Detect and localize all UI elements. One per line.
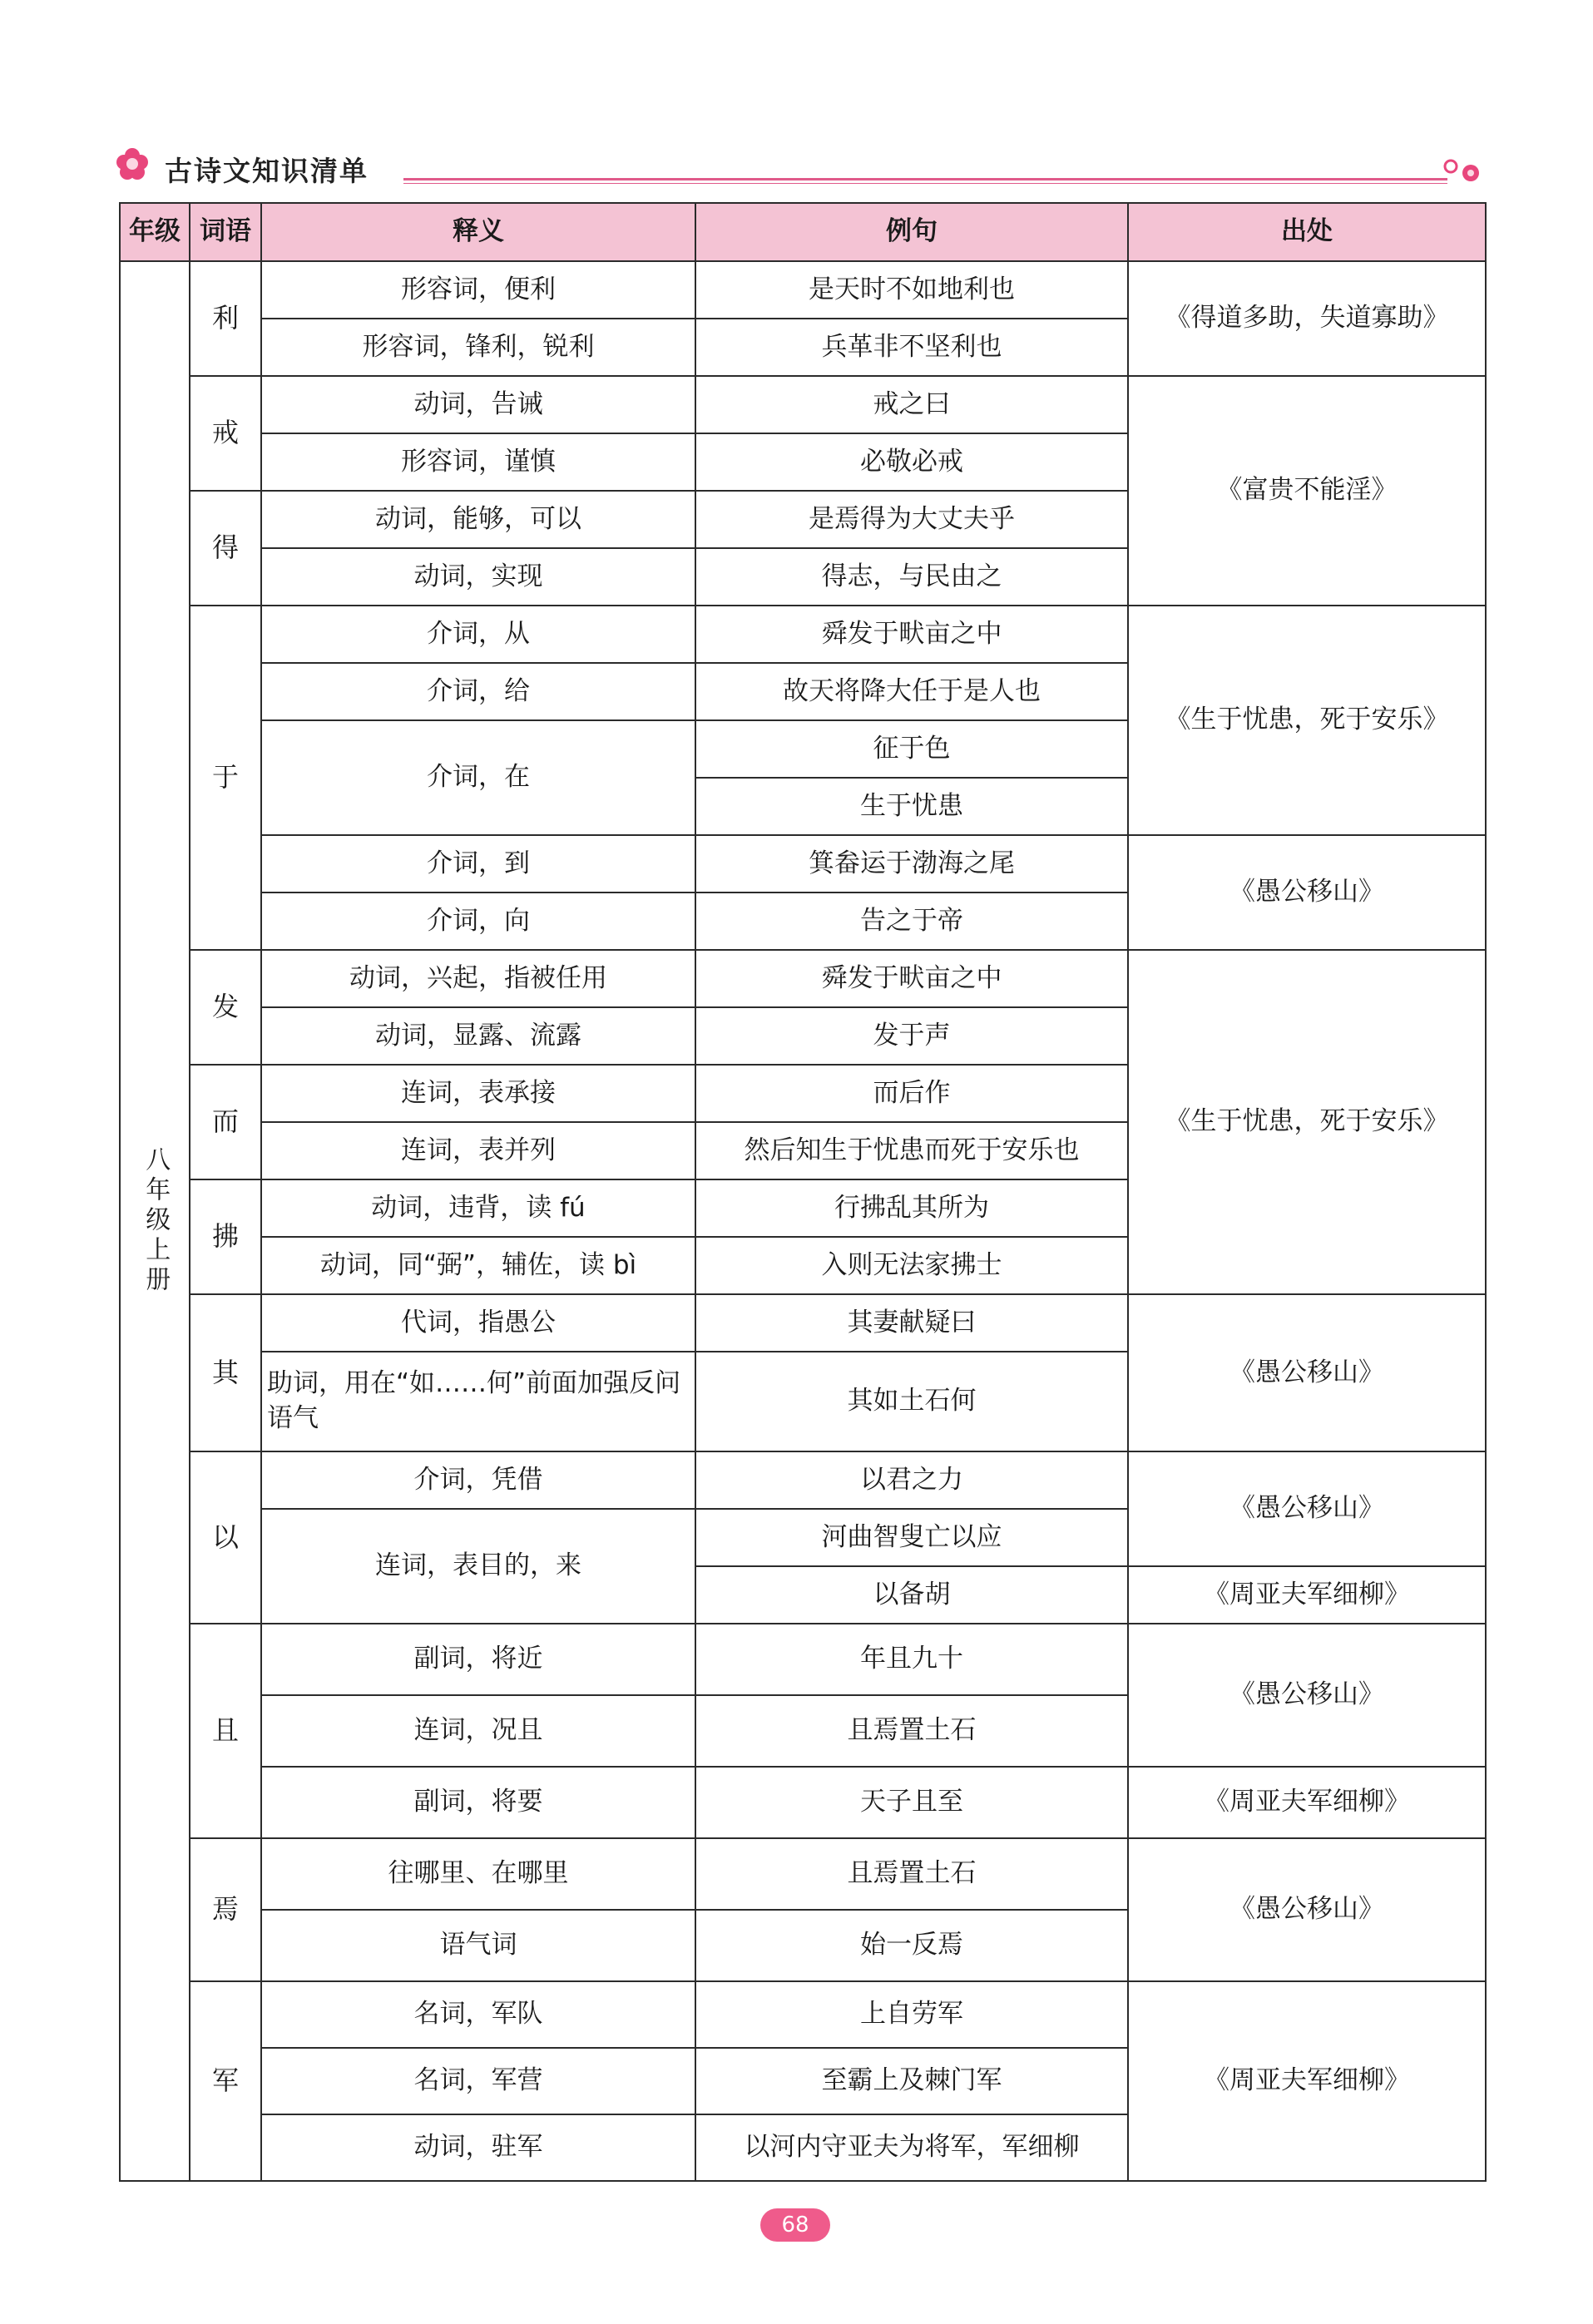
example-cell: 征于色 (695, 720, 1128, 778)
header-title: 古诗文知识清单 (165, 155, 369, 187)
example-cell: 得志，与民由之 (695, 548, 1128, 606)
meaning-cell: 副词，将近 (261, 1624, 695, 1695)
example-cell: 年且九十 (695, 1624, 1128, 1695)
example-cell: 行拂乱其所为 (695, 1179, 1128, 1237)
example-cell: 河曲智叟亡以应 (695, 1509, 1128, 1566)
flower-icon (1439, 156, 1489, 188)
meaning-cell: 动词，兴起，指被任用 (261, 950, 695, 1007)
meaning-cell: 往哪里、在哪里 (261, 1838, 695, 1910)
word-cell: 其 (190, 1294, 261, 1451)
table-row (120, 1624, 1486, 1695)
example-cell: 至霸上及棘门军 (695, 2048, 1128, 2114)
source-cell: 《富贵不能淫》 (1128, 376, 1486, 606)
table-header-row (120, 203, 1486, 261)
source-cell: 《生于忧患，死于安乐》 (1128, 606, 1486, 835)
page-number: 68 (760, 2208, 830, 2242)
table-row (120, 606, 1486, 663)
flower-icon (116, 148, 148, 180)
word-cell: 得 (190, 491, 261, 606)
example-cell: 兵革非不坚利也 (695, 319, 1128, 376)
column-header: 例句 (695, 203, 1128, 261)
meaning-cell: 连词，表承接 (261, 1065, 695, 1122)
source-cell: 《周亚夫军细柳》 (1128, 1767, 1486, 1838)
table-row (120, 835, 1486, 893)
column-header: 释义 (261, 203, 695, 261)
header-rule-thin (403, 183, 1447, 184)
example-cell: 戒之曰 (695, 376, 1128, 433)
example-cell: 必敬必戒 (695, 433, 1128, 491)
example-cell: 且焉置土石 (695, 1695, 1128, 1767)
meaning-cell: 代词，指愚公 (261, 1294, 695, 1352)
source-cell: 《周亚夫军细柳》 (1128, 1566, 1486, 1624)
header-rule (403, 178, 1447, 180)
word-cell: 发 (190, 950, 261, 1065)
meaning-cell: 助词，用在“如……何”前面加强反问语气 (261, 1352, 695, 1451)
word-cell: 焉 (190, 1838, 261, 1981)
example-cell: 故天将降大任于是人也 (695, 663, 1128, 720)
word-cell: 以 (190, 1451, 261, 1624)
source-cell: 《愚公移山》 (1128, 1294, 1486, 1451)
example-cell: 是焉得为大丈夫乎 (695, 491, 1128, 548)
source-cell: 《愚公移山》 (1128, 1451, 1486, 1566)
table-row (120, 1767, 1486, 1838)
source-cell: 《愚公移山》 (1128, 835, 1486, 950)
meaning-cell: 介词，给 (261, 663, 695, 720)
example-cell: 生于忧患 (695, 778, 1128, 835)
meaning-cell: 形容词，便利 (261, 261, 695, 319)
example-cell: 是天时不如地利也 (695, 261, 1128, 319)
meaning-cell: 形容词，锋利，锐利 (261, 319, 695, 376)
meaning-cell: 副词，将要 (261, 1767, 695, 1838)
grade-cell: 八年级上册 (120, 261, 190, 2181)
word-cell: 拂 (190, 1179, 261, 1294)
table-row (120, 1981, 1486, 2048)
word-cell: 且 (190, 1624, 261, 1838)
example-cell: 舜发于畎亩之中 (695, 950, 1128, 1007)
table-row (120, 1451, 1486, 1509)
example-cell: 其如土石何 (695, 1352, 1128, 1451)
meaning-cell: 动词，驻军 (261, 2114, 695, 2181)
source-cell: 《愚公移山》 (1128, 1838, 1486, 1981)
example-cell: 然后知生于忧患而死于安乐也 (695, 1122, 1128, 1179)
meaning-cell: 连词，况且 (261, 1695, 695, 1767)
meaning-cell: 名词，军营 (261, 2048, 695, 2114)
example-cell: 以备胡 (695, 1566, 1128, 1624)
example-cell: 箕畚运于渤海之尾 (695, 835, 1128, 893)
word-cell: 军 (190, 1981, 261, 2181)
meaning-cell: 介词，到 (261, 835, 695, 893)
meaning-cell: 名词，军队 (261, 1981, 695, 2048)
example-cell: 其妻献疑曰 (695, 1294, 1128, 1352)
example-cell: 而后作 (695, 1065, 1128, 1122)
example-cell: 上自劳军 (695, 1981, 1128, 2048)
word-cell: 于 (190, 606, 261, 950)
table-row (120, 1294, 1486, 1352)
source-cell: 《生于忧患，死于安乐》 (1128, 950, 1486, 1294)
meaning-cell: 形容词，谨慎 (261, 433, 695, 491)
example-cell: 以君之力 (695, 1451, 1128, 1509)
meaning-cell: 动词，能够，可以 (261, 491, 695, 548)
meaning-cell: 动词，告诫 (261, 376, 695, 433)
meaning-cell: 动词，同“弼”，辅佐，读 bì (261, 1237, 695, 1294)
example-cell: 且焉置土石 (695, 1838, 1128, 1910)
meaning-cell: 介词，从 (261, 606, 695, 663)
source-cell: 《周亚夫军细柳》 (1128, 1981, 1486, 2181)
page-header (116, 148, 1489, 190)
column-header: 年级 (120, 203, 190, 261)
word-cell: 戒 (190, 376, 261, 491)
table-row (120, 1838, 1486, 1910)
example-cell: 天子且至 (695, 1767, 1128, 1838)
table-row (120, 950, 1486, 1007)
example-cell: 告之于帝 (695, 893, 1128, 950)
source-cell: 《得道多助，失道寡助》 (1128, 261, 1486, 376)
meaning-cell: 连词，表并列 (261, 1122, 695, 1179)
meaning-cell: 语气词 (261, 1910, 695, 1981)
vocabulary-table (119, 202, 1487, 2182)
example-cell: 始一反焉 (695, 1910, 1128, 1981)
table-row (120, 261, 1486, 319)
column-header: 词语 (190, 203, 261, 261)
meaning-cell: 介词，凭借 (261, 1451, 695, 1509)
meaning-cell: 动词，实现 (261, 548, 695, 606)
table-row (120, 376, 1486, 433)
meaning-cell: 介词，向 (261, 893, 695, 950)
source-cell: 《愚公移山》 (1128, 1624, 1486, 1767)
word-cell: 而 (190, 1065, 261, 1179)
example-cell: 入则无法家拂士 (695, 1237, 1128, 1294)
word-cell: 利 (190, 261, 261, 376)
meaning-cell: 介词，在 (261, 720, 695, 835)
example-cell: 以河内守亚夫为将军，军细柳 (695, 2114, 1128, 2181)
example-cell: 发于声 (695, 1007, 1128, 1065)
meaning-cell: 动词，违背，读 fú (261, 1179, 695, 1237)
meaning-cell: 动词，显露、流露 (261, 1007, 695, 1065)
meaning-cell: 连词，表目的，来 (261, 1509, 695, 1624)
column-header: 出处 (1128, 203, 1486, 261)
example-cell: 舜发于畎亩之中 (695, 606, 1128, 663)
